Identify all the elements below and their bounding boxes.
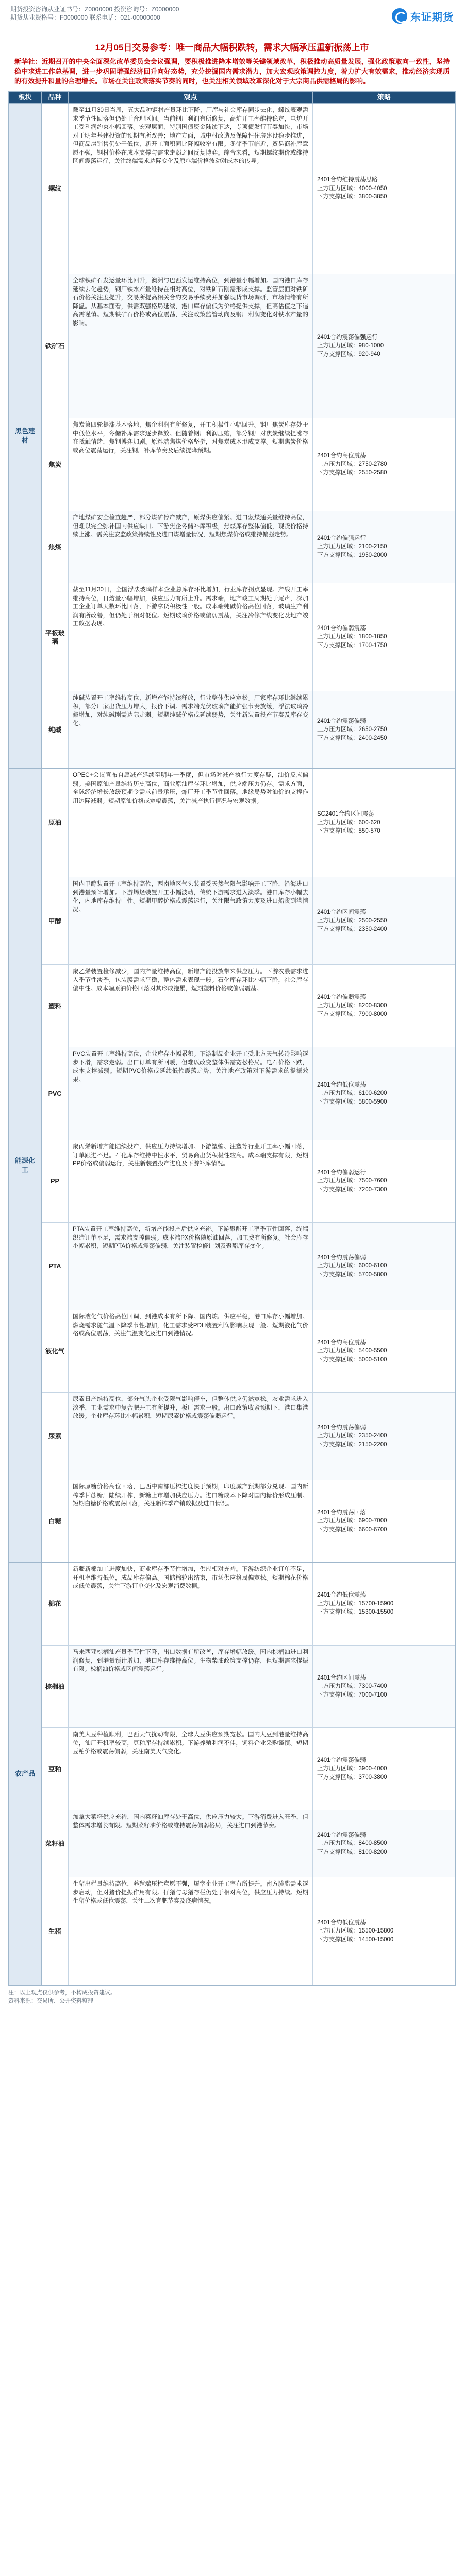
brand-logo [392, 8, 454, 24]
header-view: 观点 [69, 92, 313, 103]
row-item: PVC [42, 1047, 69, 1140]
table-row [42, 1727, 455, 1810]
row-strategy: 2401合约震荡偏弱 上方压力区域：3900-4000 下方支撑区域：3700-3800 [317, 1757, 387, 1781]
section-body [42, 1563, 455, 1985]
row-strategy: 2401合约高位震荡 上方压力区域：2750-2780 下方支撑区域：2550-2580 [317, 452, 387, 476]
row-strategy: 2401合约震荡回落 上方压力区域：6900-7000 下方支撑区域：6600-6700 [317, 1509, 387, 1533]
row-view: 截至11月30日，全国浮法玻璃样本企业总库存环比增加，行业库存拐点显现。产线开工率维持高位，日熔量小幅增加，供应压力有所上升。需求端，地产竣工周期处于尾声，深加工企业订单天数环比回落，下游拿货积极性一般。成本端纯碱价格高位回落，玻璃生产利润有所改善，但仍处于相对低位。短期玻璃价格或偏弱震荡，关注冷修产线变化及地产竣工数据表现。 [69, 583, 313, 691]
reference-table [8, 91, 456, 1986]
header-section: 板块 [9, 92, 42, 103]
table-row [42, 511, 455, 583]
row-view: 聚丙烯新增产能陆续投产，供应压力持续增加。下游塑编、注塑等行业开工率小幅回落，订单跟进不足。石化库存维持中性水平，贸易商出货积极性较高。成本端支撑有限，短期PP价格或偏弱运行，关注新装置投产进度及下游补库情况。 [69, 1140, 313, 1222]
brand-name: 东证期货 [410, 11, 454, 23]
intro-text: 近期召开的中央全面深化改革委员会会议强调，要积极推进降本增效等关键领域改革，积极推动高质量发展，强化政策取向一致性，坚持稳中求进工作总基调，进一步巩固增强经济回升向好态势，充分挖掘国内需求潜力，加大宏观政策调控力度，着力扩大有效需求，推动经济实现质的有效提升和量的合理增长。市场在关注政策落实节奏的同时，也关注相关领域改革深化对于大宗商品供需格局的影响。 [14, 58, 450, 85]
row-view: 国内甲醇装置开工率维持高位，西南地区气头装置受天然气限气影响开工下降，沿海进口到港量预计增加。下游烯烃装置开工小幅波动，传统下游需求进入淡季。港口库存小幅去化，内地库存维持中性。短期甲醇价格或震荡运行，关注限气政策力度及进口船货到港情况。 [69, 877, 313, 964]
row-view: 新疆新棉加工进度加快，商业库存季节性增加，供应相对充裕。下游纺织企业订单不足，开机率维持低位，成品库存偏高。国储棉轮出结束，市场供应格局偏宽松。短期棉花价格或低位震荡，关注下游订单变化及宏观消费数据。 [69, 1563, 313, 1645]
row-item: 铁矿石 [42, 274, 69, 418]
row-strategy: 2401合约震荡偏弱 上方压力区域：6000-6100 下方支撑区域：5700-5800 [313, 1223, 455, 1310]
table-row [42, 1047, 455, 1140]
table-row [42, 1877, 455, 1985]
section-body [42, 769, 455, 1562]
row-item: 白糖 [42, 1480, 69, 1562]
row-view: 全球铁矿石发运量环比回升，澳洲与巴西发运维持高位，到港量小幅增加。国内港口库存延续去化趋势，钢厂铁水产量维持在相对高位，对铁矿石刚需形成支撑。监管层面对铁矿石价格关注度提升，交易所提高相关合约交易手续费并加强现货市场调研，市场情绪有所降温。从基本面看，供需双强格局延续，港口库存偏低为价格提供支撑，但高估值之下追高需谨慎。短期铁矿石价格或高位震荡，关注政策监管动向及钢厂利润变化对铁水产量的影响。 [69, 274, 313, 418]
table-section [9, 1562, 455, 1985]
section-label: 黑色建材 [9, 104, 42, 768]
row-item: PP [42, 1140, 69, 1222]
row-item: 棉花 [42, 1563, 69, 1645]
row-item: 螺纹 [42, 104, 69, 274]
row-item: 甲醇 [42, 877, 69, 964]
report-title: 12月05日交易参考：唯一商品大幅积跌转，需求大幅承压重新振荡上市 [95, 43, 369, 53]
row-item: 豆粕 [42, 1728, 69, 1810]
row-view: 截至11月30日当周，五大品种钢材产量环比下降，厂库与社会库存同步去化，螺纹表观需求季节性回落但仍处于合理区间。当前钢厂利润有所修复，高炉开工率维持稳定，电炉开工受利润约束小幅回落。宏观层面，特别国债资金陆续下达，专项债发行节奏加快，市场对于明年基建投资的预期有所改善；地产方面，城中村改造及保障性住房建设稳步推进，但商品房销售仍处于低位，新开工面积同比降幅收窄有限。冬储季节临近，贸易商补库意愿不强，钢材价格在成本支撑与需求走弱之间反复博弈。综合来看，短期螺纹期价或维持区间震荡运行，关注终端需求边际变化及原料端价格波动对成本的传导。 [69, 104, 313, 274]
row-view: 生猪出栏量维持高位，养殖端压栏意愿不强，屠宰企业开工率有所提升。南方腌腊需求逐步启动，但对猪价提振作用有限。仔猪与母猪存栏仍处于相对高位，供应压力持续。短期生猪价格或低位震荡，关注二次育肥节奏及疫病情况。 [69, 1877, 313, 1985]
section-label: 农产品 [9, 1563, 42, 1985]
table-row [42, 1392, 455, 1480]
intro-paragraph [14, 57, 450, 86]
row-item: 平板玻璃 [42, 583, 69, 691]
row-item: 棕榈油 [42, 1646, 69, 1727]
analyst-info [10, 5, 179, 22]
table-row [42, 104, 455, 274]
report-footer [8, 1989, 456, 2005]
intro-label: 新华社： [14, 58, 42, 65]
section-label: 能源化工 [9, 769, 42, 1562]
row-view: 纯碱装置开工率维持高位，新增产能持续释放，行业整体供应宽松。厂家库存环比继续累积，部分厂家出货压力增大，报价下调。需求端光伏玻璃产能扩张节奏放缓，浮法玻璃冷修增加，对纯碱刚需边际走弱。短期纯碱价格或延续弱势，关注新装置投产节奏及库存变化。 [69, 691, 313, 768]
table-header [9, 92, 455, 103]
report-header [0, 0, 464, 38]
table-row [42, 274, 455, 418]
table-row [42, 1563, 455, 1645]
row-view: 国际液化气价格高位回调，到港成本有所下降。国内炼厂供应平稳，港口库存小幅增加。燃烧需求随气温下降季节性增加，化工需求受PDH装置利润影响表现一般。短期液化气价格或高位震荡，关注气温变化及进口到港情况。 [69, 1310, 313, 1392]
table-row [42, 583, 455, 691]
footer-note: 注：以上观点仅供参考，不构成投资建议。 [8, 1990, 116, 1996]
row-item: 生猪 [42, 1877, 69, 1985]
row-view: 焦炭第四轮提涨基本落地，焦企利润有所修复，开工积极性小幅回升。钢厂焦炭库存处于中低位水平，冬储补库需求逐步释放。但随着钢厂利润压缩，部分钢厂对焦炭继续提涨存在抵触情绪，焦钢博弈加剧。原料端焦煤价格坚挺，对焦炭成本形成支撑。短期焦炭价格或高位震荡运行，关注钢厂补库节奏及后续提降预期。 [69, 418, 313, 511]
row-view: 马来西亚棕榈油产量季节性下降，出口数据有所改善，库存增幅放缓。国内棕榈油进口利润修复，到港量预计增加，港口库存维持高位。生物柴油政策支撑仍存，但短期需求提振有限。棕榈油价格或区间震荡运行。 [69, 1646, 313, 1727]
row-view: 加拿大菜籽供应充裕，国内菜籽油库存处于高位，供应压力较大。下游消费进入旺季，但整体需求增长有限。短期菜籽油价格或维持震荡偏弱格局，关注进口到港节奏。 [69, 1810, 313, 1877]
row-view: 国际原糖价格高位回落，巴西中南部压榨进度快于预期，印度减产预期部分兑现。国内新榨季甘蔗糖厂陆续开榨，新糖上市增加供应压力。进口糖成本下降对国内糖价形成压制。短期白糖价格或震荡回落，关注新榨季产销数据及进口情况。 [69, 1480, 313, 1562]
row-strategy: 2401合约偏弱震荡 上方压力区域：8200-8300 下方支撑区域：7900-8000 [317, 994, 387, 1018]
row-view: PVC装置开工率维持高位，企业库存小幅累积。下游制品企业开工受北方天气转冷影响逐步下滑，需求走弱。出口订单有所回暖，但难以改变整体供需宽松格局。电石价格下跌，成本支撑减弱。短期PVC价格或延续低位震荡走势，关注地产政策对下游需求的提振效果。 [69, 1047, 313, 1140]
row-item: PTA [42, 1223, 69, 1310]
row-strategy: 2401合约震荡偏弱 上方压力区域：8400-8500 下方支撑区域：8100-8200 [313, 1810, 455, 1877]
table-row [42, 1480, 455, 1562]
table-row [42, 964, 455, 1047]
row-strategy: 2401合约低位震荡 上方压力区域：15700-15900 下方支撑区域：15300-15500 [317, 1592, 394, 1616]
analyst-info-line-2: 期货从业资格号：F0000000 联系电话：021-00000000 [10, 14, 160, 21]
row-item: 原油 [42, 769, 69, 877]
row-strategy: 2401合约震荡偏强运行 上方压力区域：980-1000 下方支撑区域：920-940 [313, 274, 455, 418]
row-item: 焦炭 [42, 418, 69, 511]
row-strategy: 2401合约低位震荡 上方压力区域：15500-15800 下方支撑区域：14500-15000 [317, 1919, 394, 1943]
row-strategy: 2401合约震荡偏弱 上方压力区域：2350-2400 下方支撑区域：2150-2200 [313, 1393, 455, 1480]
table-row [42, 1222, 455, 1310]
row-view: 产地煤矿安全检查趋严，部分煤矿停产减产，原煤供应偏紧。进口蒙煤通关量维持高位，但难以完全弥补国内供应缺口。下游焦企冬储补库积极，焦煤库存整体偏低，现货价格持续上涨。需关注安监政策持续性及进口煤增量情况，短期焦煤价格或维持偏强走势。 [69, 511, 313, 583]
table-row [42, 691, 455, 768]
row-strategy: 2401合约高位震荡 上方压力区域：5400-5500 下方支撑区域：5000-5100 [317, 1339, 387, 1363]
table-row [42, 1645, 455, 1727]
table-row [42, 769, 455, 877]
row-view: 尿素日产维持高位，部分气头企业受限气影响停车，但整体供应仍然宽松。农业需求进入淡季，工业需求中复合肥开工有所提升，板厂需求一般。出口政策收紧预期下，港口集港放缓。企业库存环比小幅累积，短期尿素价格或震荡偏弱运行。 [69, 1393, 313, 1480]
row-strategy: 2401合约维持震荡思路 上方压力区域：4000-4050 下方支撑区域：3800-3850 [317, 177, 387, 200]
row-strategy: SC2401合约区间震荡 上方压力区域：600-620 下方支撑区域：550-570 [317, 811, 380, 835]
footer-source: 资料来源：交易所、公开资料整理 [8, 1998, 93, 2004]
header-item: 品种 [42, 92, 69, 103]
row-item: 焦煤 [42, 511, 69, 583]
table-row [42, 877, 455, 964]
row-view: PTA装置开工率维持高位，新增产能投产后供应充裕。下游聚酯开工率季节性回落，终端织造订单不足，需求端支撑偏弱。成本端PX价格随原油回落，加工费有所修复。社会库存小幅累积，短期PTA价格或震荡偏弱，关注装置检修计划及聚酯库存变化。 [69, 1223, 313, 1310]
row-view: OPEC+会议宣布自愿减产延续至明年一季度，但市场对减产执行力度存疑，油价反应偏弱。美国原油产量维持历史高位，商业原油库存环比增加，供应端压力仍存。需求方面，全球经济增长放缓预期令需求前景承压，炼厂开工季节性回落。地缘局势对油价的支撑作用边际减弱。短期原油价格或宽幅震荡，关注减产执行情况与宏观数据。 [69, 769, 313, 877]
row-item: 塑料 [42, 965, 69, 1047]
table-section [9, 103, 455, 768]
header-strategy: 策略 [377, 93, 391, 101]
row-strategy: 2401合约低位震荡 上方压力区域：6100-6200 下方支撑区域：5800-5900 [313, 1047, 455, 1140]
table-body [9, 103, 455, 1985]
table-section [9, 768, 455, 1562]
row-strategy: 2401合约偏弱运行 上方压力区域：7500-7600 下方支撑区域：7200-7300 [317, 1169, 387, 1193]
table-row [42, 1310, 455, 1392]
row-view: 聚乙烯装置检修减少，国内产量维持高位，新增产能投放带来供应压力。下游农膜需求进入季节性淡季，包装膜需求平稳，整体需求表现一般。石化库存环比小幅下降，社会库存偏中性。成本端原油价格回落对其形成拖累，短期塑料价格或偏弱震荡。 [69, 965, 313, 1047]
row-item: 菜籽油 [42, 1810, 69, 1877]
table-row [42, 1140, 455, 1222]
row-item: 纯碱 [42, 691, 69, 768]
analyst-info-line-1: 期货投资咨询从业证书号：Z0000000 投资咨询号：Z0000000 [10, 6, 179, 13]
row-view: 南美大豆种植顺利，巴西天气扰动有限，全球大豆供应预期宽松。国内大豆到港量维持高位，油厂开机率较高，豆粕库存持续累积。下游养殖利润不佳，饲料企业采购谨慎。短期豆粕价格或震荡偏弱，关注南美天气变化。 [69, 1728, 313, 1810]
row-strategy: 2401合约偏弱震荡 上方压力区域：1800-1850 下方支撑区域：1700-1750 [317, 625, 387, 649]
table-row [42, 1810, 455, 1877]
row-strategy: 2401合约区间震荡 上方压力区域：2500-2550 下方支撑区域：2350-2400 [313, 877, 455, 964]
table-row [42, 418, 455, 511]
brand-logo-icon [392, 8, 407, 24]
row-strategy: 2401合约震荡偏弱 上方压力区域：2650-2750 下方支撑区域：2400-2450 [313, 691, 455, 768]
section-body [42, 104, 455, 768]
row-item: 液化气 [42, 1310, 69, 1392]
row-item: 尿素 [42, 1393, 69, 1480]
row-strategy: 2401合约区间震荡 上方压力区域：7300-7400 下方支撑区域：7000-7100 [313, 1646, 455, 1727]
row-strategy: 2401合约偏强运行 上方压力区域：2100-2150 下方支撑区域：1950-2000 [313, 511, 455, 583]
